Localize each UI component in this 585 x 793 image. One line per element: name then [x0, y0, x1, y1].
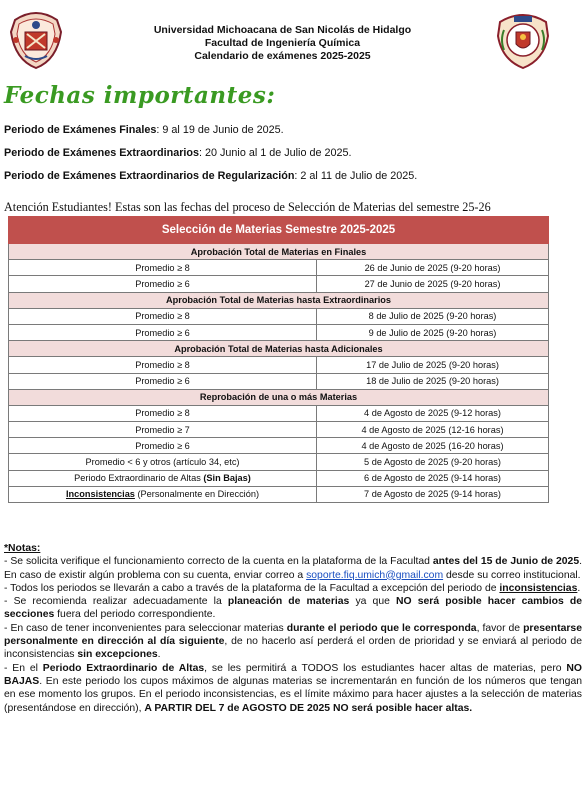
note-altas: - En el Periodo Extraordinario de Altas, se les permitirá a TODOS los estudiantes hacer altas de materias, pero NO BAJAS. En este periodo los cupos máximos de algunas materias se incrementarán en función de los números que tengan en ese momento los grupos. En el periodo inconsistencias, es el límite máximo para hacer ajustes a la selección de materias (presentándose en dirección), A PARTIR DEL 7 de AGOSTO DE 2025 NO será posible hacer altas.: [4, 662, 583, 714]
section-heading: Aprobación Total de Materias hasta Extraordinarios: [9, 292, 549, 308]
header-titles: [70, 24, 495, 63]
period-extraordinarios: Periodo de Exámenes Extraordinarios: 20 Junio al 1 de Julio de 2025.: [4, 147, 352, 159]
table-row-altas: Periodo Extraordinario de Altas (Sin Bajas) 6 de Agosto de 2025 (9-14 horas): [9, 470, 549, 486]
note-inconvenientes: - En caso de tener inconvenientes para seleccionar materias durante el periodo que le corresponda, favor de presentarse personalmente en dirección al día siguiente, de no hacerlo así perderá el orden de prioridad y se enviará al periodo de inconsistencias sin excepciones.: [4, 622, 582, 661]
table-title: Selección de Materias Semestre 2025-2025: [9, 217, 549, 244]
document-header: [0, 6, 585, 78]
table-row: Promedio ≥ 8 26 de Junio de 2025 (9-20 horas): [9, 260, 549, 276]
notes-title: *Notas:: [4, 543, 41, 554]
section-heading: Reprobación de una o más Materias: [9, 389, 549, 405]
section-heading: Aprobación Total de Materias en Finales: [9, 244, 549, 260]
university-seal-logo: [7, 10, 65, 70]
note-planning: - Se recomienda realizar adecuadamente la planeación de materias ya que NO será posible hacer cambios de secciones fuera del periodo correspondiente.: [4, 596, 582, 621]
table-row-inconsistencias: Inconsistencias (Personalmente en Dirección) 7 de Agosto de 2025 (9-14 horas): [9, 486, 549, 502]
table-row: Promedio < 6 y otros (artículo 34, etc) 5 de Agosto de 2025 (9-20 horas): [9, 454, 549, 470]
table-row: Promedio ≥ 8 4 de Agosto de 2025 (9-12 horas): [9, 405, 549, 421]
table-row: Promedio ≥ 8 8 de Julio de 2025 (9-20 horas): [9, 308, 549, 324]
table-row: Promedio ≥ 6 9 de Julio de 2025 (9-20 horas): [9, 324, 549, 340]
notes-section: [4, 542, 582, 715]
table-row: Promedio ≥ 6 18 de Julio de 2025 (9-20 horas): [9, 373, 549, 389]
period-finales: Periodo de Exámenes Finales: 9 al 19 de Junio de 2025.: [4, 124, 284, 136]
table-row: Promedio ≥ 7 4 de Agosto de 2025 (12-16 horas): [9, 422, 549, 438]
university-name: Universidad Michoacana de San Nicolás de Hidalgo: [153, 24, 412, 36]
table-row: Promedio ≥ 6 27 de Junio de 2025 (9-20 horas): [9, 276, 549, 292]
table-row: Promedio ≥ 6 4 de Agosto de 2025 (16-20 horas): [9, 438, 549, 454]
atencion-notice: Atención Estudiantes! Estas son las fechas del proceso de Selección de Materias del semestre 25-26: [4, 200, 491, 214]
note-account: - Se solicita verifique el funcionamiento correcto de la cuenta en la plataforma de la Facultad antes del 15 de Junio de 2025. En caso de existir algún problema con su cuenta, enviar correo a soporte.fiq.umich@gmail.com desde su correo institucional.: [4, 556, 582, 581]
calendar-title: Calendario de exámenes 2025-2025: [194, 50, 371, 62]
faculty-name: Facultad de Ingeniería Química: [204, 37, 361, 49]
support-email-link[interactable]: soporte.fiq.umich@gmail.com: [306, 569, 444, 581]
fechas-importantes-title: Fechas importantes:: [4, 82, 276, 109]
exam-periods: [4, 123, 417, 192]
table-row: Promedio ≥ 8 17 de Julio de 2025 (9-20 horas): [9, 357, 549, 373]
period-regularizacion: Periodo de Exámenes Extraordinarios de Regularización: 2 al 11 de Julio de 2025.: [4, 170, 418, 182]
section-heading: Aprobación Total de Materias hasta Adicionales: [9, 341, 549, 357]
note-platform: - Todos los periodos se llevarán a cabo a través de la plataforma de la Facultad a excepción del periodo de inconsistencias.: [4, 582, 581, 594]
selection-schedule-table: [8, 216, 549, 503]
faculty-seal-logo: [494, 10, 552, 70]
